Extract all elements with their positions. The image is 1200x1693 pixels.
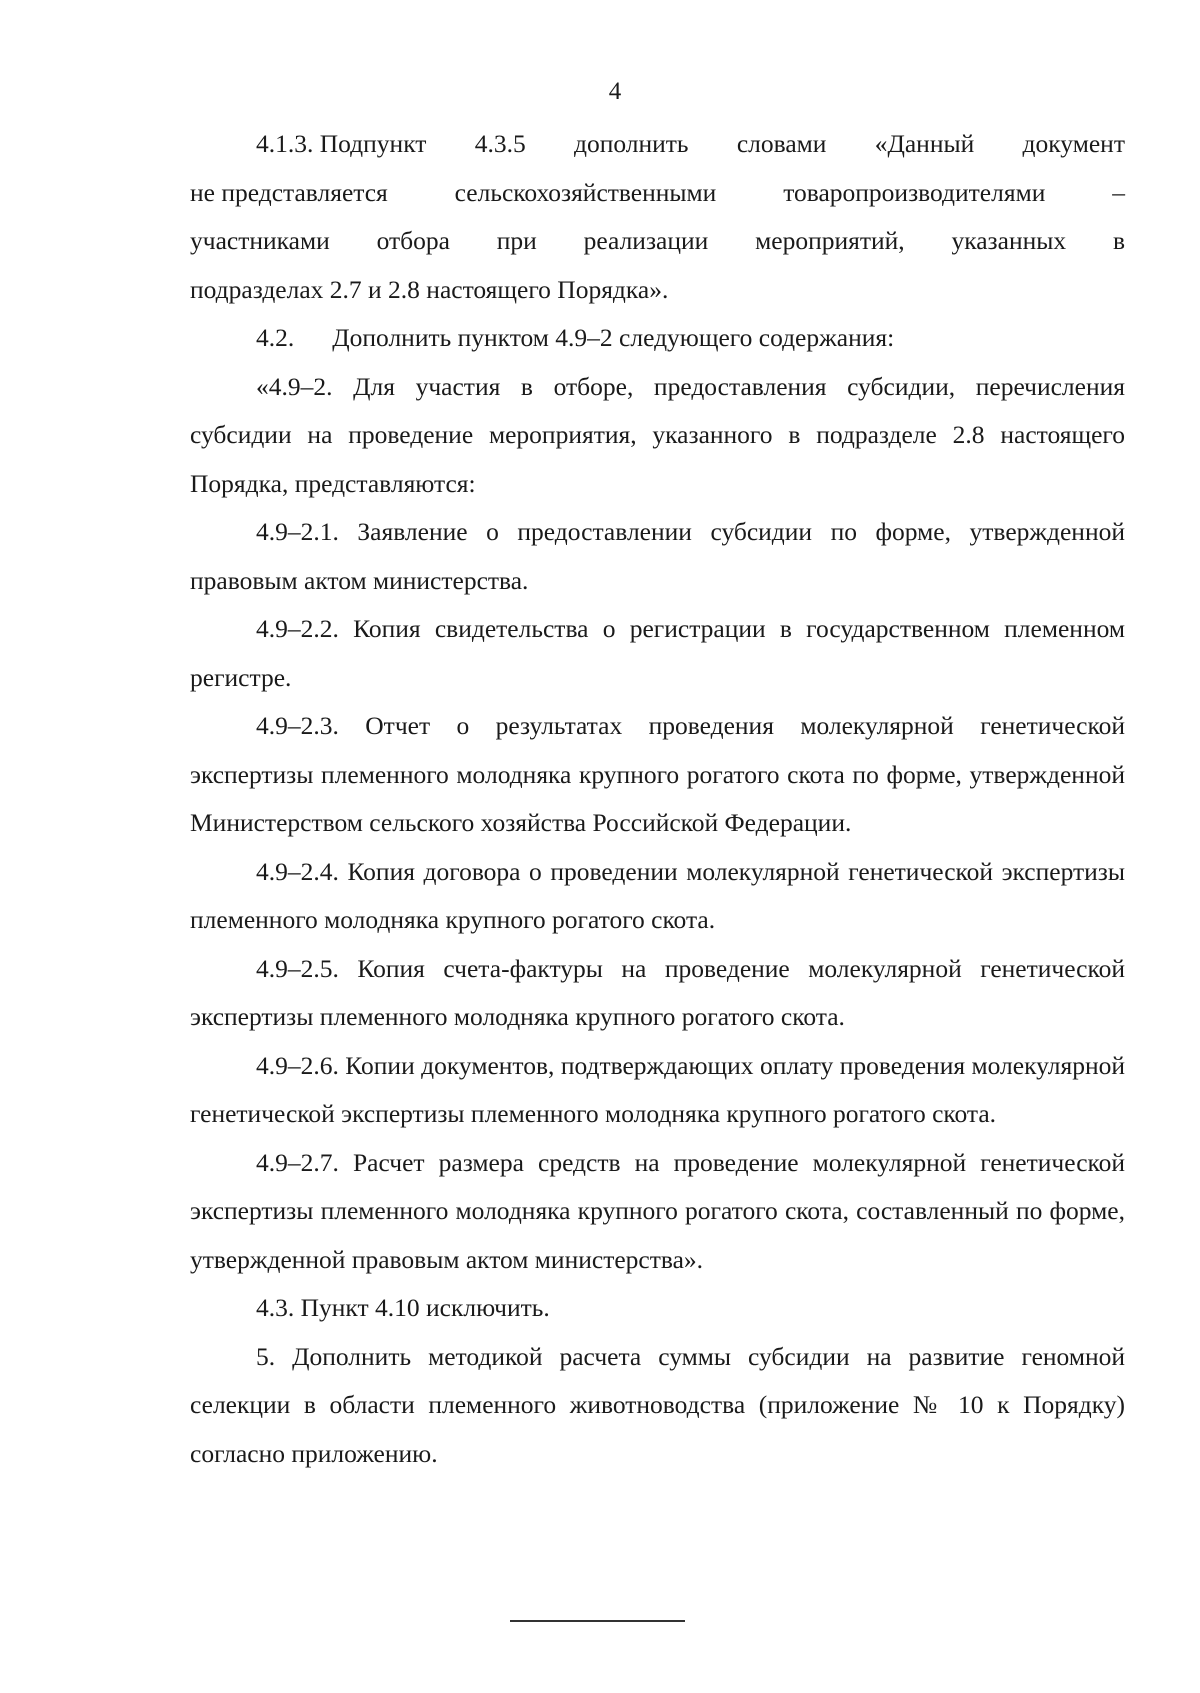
page-number: 4	[608, 78, 622, 105]
paragraph-4-1-3-line-4	[190, 266, 1125, 315]
paragraph-4-1-3-line-1	[190, 120, 1125, 169]
paragraph-5: 5. Дополнить методикой расчета суммы субсидии на развитие геномной селекции в области племенного животноводства (приложение № 10 к Порядку) согласно приложению.	[190, 1341, 1125, 1468]
paragraph-4-9-2-4: 4.9–2.4. Копия договора о проведении молекулярной генетической экспертизы племенного молодняка крупного рогатого скота.	[190, 856, 1125, 934]
paragraph-4-9-2-1: 4.9–2.1. Заявление о предоставлении субсидии по форме, утвержденной правовым актом министерства.	[190, 517, 1125, 595]
paragraph-4-2	[190, 314, 1125, 363]
end-of-document-line	[510, 1620, 685, 1622]
paragraph-4-9-2-5: 4.9–2.5. Копия счета-фактуры на проведение молекулярной генетической экспертизы племенного молодняка крупного рогатого скота.	[190, 953, 1125, 1031]
text-fragment: дополнить	[573, 129, 689, 158]
paragraph-4-9-2-2: 4.9–2.2. Копия свидетельства о регистрации в государственном племенном регистре.	[190, 614, 1125, 692]
clause-text: Дополнить пунктом 4.9–2 следующего содержания:	[332, 323, 895, 352]
paragraph-4-3: 4.3. Пункт 4.10 исключить.	[256, 1293, 550, 1322]
text-fragment: подразделах 2.7 и 2.8 настоящего Порядка».	[190, 274, 669, 304]
text-fragment: сельскохозяйственными	[454, 177, 717, 207]
text-fragment: не представляется	[190, 177, 388, 207]
paragraph-4-1-3-line-3	[190, 217, 1125, 266]
text-fragment: 4.1.3. Подпункт	[256, 129, 427, 158]
text-fragment: товаропроизводителями	[783, 177, 1046, 207]
clause-number: 4.2.	[256, 323, 295, 352]
paragraph-4-9-2-7: 4.9–2.7. Расчет размера средств на проведение молекулярной генетической экспертизы племенного молодняка крупного рогатого скота, составленный по форме, утвержденной правовым актом министерства».	[190, 1147, 1125, 1274]
paragraph-4-1-3	[190, 120, 1125, 314]
paragraph-4-9-2-3: 4.9–2.3. Отчет о результатах проведения молекулярной генетической экспертизы племенного молодняка крупного рогатого скота по форме, утвержденной Министерством сельского хозяйства Российской Федерации.	[190, 711, 1125, 837]
paragraph-4-1-3-line-2	[190, 169, 1125, 218]
text-fragment: указанных	[951, 226, 1067, 255]
text-fragment: отбора	[376, 226, 450, 255]
paragraph-4-9-2-6: 4.9–2.6. Копии документов, подтверждающих оплату проведения молекулярной генетической экспертизы племенного молодняка крупного рогатого скота.	[190, 1050, 1125, 1128]
text-fragment: 4.3.5	[474, 129, 526, 158]
text-fragment: документ	[1022, 129, 1125, 158]
document-body	[190, 120, 1125, 1478]
text-fragment: –	[1112, 177, 1125, 207]
paragraph-4-9-2: «4.9–2. Для участия в отборе, предоставления субсидии, перечисления субсидии на проведение мероприятия, указанного в подразделе 2.8 настоящего Порядка, представляются:	[190, 371, 1125, 498]
text-fragment: словами	[736, 129, 827, 158]
text-fragment: «Данный	[874, 129, 975, 158]
text-fragment: реализации	[583, 226, 709, 255]
text-fragment: при	[496, 226, 537, 255]
text-fragment: мероприятий,	[755, 226, 905, 255]
text-fragment: в	[1112, 226, 1125, 255]
text-fragment: участниками	[190, 226, 330, 255]
